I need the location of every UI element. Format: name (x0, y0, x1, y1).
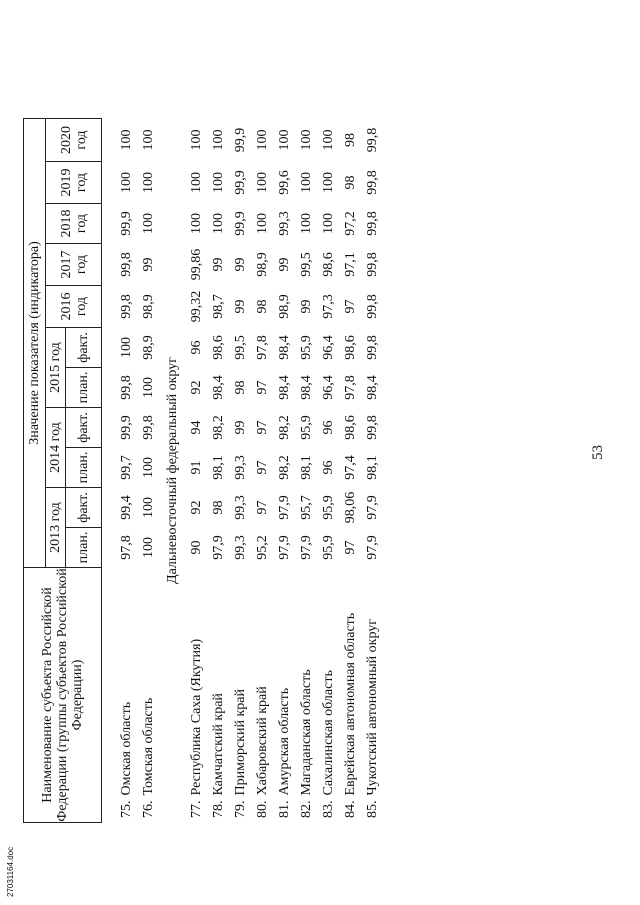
value-cell: 100 (141, 377, 156, 398)
value-cell: 96 (321, 460, 336, 475)
value-cell: 98,9 (277, 294, 292, 319)
value-cell: 98,9 (141, 335, 156, 360)
value-cell: 95,2 (255, 535, 270, 560)
value-cell: 99,6 (277, 170, 292, 195)
value-cell: 98 (343, 133, 358, 147)
header-subject: Наименование субъекта Российской Федерации (группы субъектов Российской Федерации) (24, 568, 102, 823)
table-row (340, 119, 362, 823)
value-cell: 100 (141, 172, 156, 193)
value-cell: 100 (211, 172, 226, 193)
value-cell: 99,3 (233, 455, 248, 480)
value-cell: 97,9 (277, 535, 292, 560)
value-cell: 98,1 (299, 455, 314, 480)
header-2015-plan: план. (66, 368, 102, 408)
value-cell: 99 (233, 257, 248, 272)
header-2015-fact: факт. (66, 328, 102, 368)
value-cell: 99 (141, 257, 156, 272)
header-year-2013: 2013 год (46, 488, 66, 568)
table-row (186, 119, 208, 823)
value-cell: 98,6 (343, 415, 358, 440)
value-cell: 99,8 (365, 294, 380, 319)
value-cell: 98,6 (321, 252, 336, 277)
value-cell: 94 (189, 420, 204, 435)
value-cell: 97 (255, 420, 270, 435)
value-cell: 97 (343, 299, 358, 314)
value-cell: 98,4 (365, 375, 380, 400)
row-number: 84. (343, 800, 358, 818)
value-cell: 97 (255, 500, 270, 515)
header-2014-plan: план. (66, 448, 102, 488)
value-cell: 99,86 (189, 248, 204, 281)
value-cell: 100 (277, 129, 292, 151)
value-cell: 97 (343, 540, 358, 555)
table-row (252, 119, 274, 823)
value-cell: 99,3 (233, 535, 248, 560)
value-cell: 99,3 (233, 495, 248, 520)
header-year-2014: 2014 год (46, 408, 66, 488)
subject-name: Еврейская автономная область (343, 612, 358, 796)
value-cell: 91 (189, 460, 204, 475)
value-cell: 100 (189, 129, 204, 151)
spacer-row (102, 119, 116, 823)
value-cell: 98,6 (211, 335, 226, 360)
value-cell: 97,1 (343, 252, 358, 277)
value-cell: 100 (141, 497, 156, 518)
row-number: 83. (321, 800, 336, 818)
header-year-2017: 2017 год (46, 244, 102, 286)
table-row (274, 119, 296, 823)
indicator-table (23, 118, 384, 823)
value-cell: 98,4 (211, 375, 226, 400)
header-year-2018: 2018 год (46, 204, 102, 244)
value-cell: 99,8 (365, 335, 380, 360)
value-cell: 100 (119, 337, 134, 358)
value-cell: 99 (233, 420, 248, 435)
value-cell: 90 (189, 540, 204, 555)
value-cell: 99,8 (365, 211, 380, 236)
value-cell: 98,1 (365, 455, 380, 480)
value-cell: 100 (299, 129, 314, 151)
row-number: 81. (277, 800, 292, 818)
value-cell: 92 (189, 500, 204, 515)
table-row (296, 119, 318, 823)
header-2013-fact: факт. (66, 488, 102, 528)
value-cell: 99,8 (365, 170, 380, 195)
value-cell: 95,9 (321, 535, 336, 560)
value-cell: 95,9 (321, 495, 336, 520)
row-number: 77. (189, 800, 204, 818)
value-cell: 100 (119, 129, 134, 151)
value-cell: 96 (321, 420, 336, 435)
header-year-2016: 2016 год (46, 286, 102, 328)
value-cell: 98,6 (343, 335, 358, 360)
value-cell: 97,4 (343, 455, 358, 480)
header-row-1 (24, 119, 46, 823)
subject-name: Омская область (119, 701, 134, 796)
value-cell: 99,3 (277, 211, 292, 236)
value-cell: 100 (141, 129, 156, 151)
value-cell: 99,9 (119, 415, 134, 440)
value-cell: 99,8 (365, 415, 380, 440)
value-cell: 99,8 (141, 415, 156, 440)
value-cell: 100 (299, 213, 314, 234)
value-cell: 99,9 (233, 211, 248, 236)
value-cell: 98,2 (277, 415, 292, 440)
table-row (230, 119, 252, 823)
table-row (116, 119, 138, 823)
header-year-2020: 2020 год (46, 119, 102, 162)
table-row (362, 119, 384, 823)
value-cell: 97,9 (299, 535, 314, 560)
value-cell: 99,5 (233, 335, 248, 360)
value-cell: 100 (321, 172, 336, 193)
header-year-2019: 2019 год (46, 162, 102, 204)
row-number: 80. (255, 800, 270, 818)
subject-name: Камчатский край (211, 693, 226, 796)
value-cell: 97,9 (277, 495, 292, 520)
value-cell: 99,5 (299, 252, 314, 277)
value-cell: 98,4 (277, 335, 292, 360)
value-cell: 96,4 (321, 335, 336, 360)
value-cell: 98 (343, 175, 358, 190)
value-cell: 100 (255, 172, 270, 193)
value-cell: 97,9 (365, 495, 380, 520)
value-cell: 99,8 (365, 252, 380, 277)
value-cell: 99,9 (233, 170, 248, 195)
value-cell: 98,2 (211, 415, 226, 440)
footer-doc-id: 27031164.doc (6, 846, 15, 897)
value-cell: 98,4 (299, 375, 314, 400)
value-cell: 99,7 (119, 455, 134, 480)
row-number: 85. (365, 800, 380, 818)
value-cell: 97,3 (321, 294, 336, 319)
value-cell: 92 (189, 380, 204, 395)
value-cell: 99,32 (189, 290, 204, 323)
row-number: 75. (119, 800, 134, 818)
value-cell: 98 (211, 500, 226, 515)
subject-name: Республика Саха (Якутия) (189, 638, 204, 796)
value-cell: 100 (119, 172, 134, 193)
value-cell: 99,9 (119, 211, 134, 236)
value-cell: 100 (255, 129, 270, 151)
value-cell: 100 (141, 537, 156, 558)
value-cell: 99 (299, 299, 314, 314)
value-cell: 97 (255, 460, 270, 475)
subject-name: Амурская область (277, 687, 292, 796)
value-cell: 100 (211, 129, 226, 151)
section-row (160, 119, 186, 823)
value-cell: 98,9 (255, 252, 270, 277)
header-2014-fact: факт. (66, 408, 102, 448)
section-title: Дальневосточный федеральный округ (165, 357, 180, 584)
value-cell: 95,7 (299, 495, 314, 520)
row-number: 82. (299, 800, 314, 818)
value-cell: 99,9 (233, 127, 248, 153)
value-cell: 98 (233, 380, 248, 395)
value-cell: 95,9 (299, 335, 314, 360)
subject-name: Магаданская область (299, 669, 314, 796)
value-cell: 99,8 (119, 252, 134, 277)
value-cell: 100 (141, 213, 156, 234)
value-cell: 98 (255, 299, 270, 314)
value-cell: 98,2 (277, 455, 292, 480)
value-cell: 99,8 (119, 294, 134, 319)
header-year-2015: 2015 год (46, 328, 66, 408)
value-cell: 97,2 (343, 211, 358, 236)
value-cell: 95,9 (299, 415, 314, 440)
value-cell: 99,8 (365, 127, 380, 153)
value-cell: 100 (189, 172, 204, 193)
value-cell: 97,8 (119, 535, 134, 560)
value-cell: 100 (321, 129, 336, 151)
row-number: 79. (233, 800, 248, 818)
subject-name: Томская область (141, 697, 156, 796)
header-2013-plan: план. (66, 528, 102, 568)
value-cell: 99 (211, 257, 226, 272)
value-cell: 99,4 (119, 495, 134, 520)
table-row (318, 119, 340, 823)
value-cell: 97,8 (343, 375, 358, 400)
value-cell: 100 (211, 213, 226, 234)
subject-name: Сахалинская область (321, 670, 336, 796)
table-row (208, 119, 230, 823)
page-number: 53 (590, 445, 606, 460)
value-cell: 97,9 (365, 535, 380, 560)
row-number: 76. (141, 800, 156, 818)
value-cell: 97 (255, 380, 270, 395)
value-cell: 100 (189, 213, 204, 234)
value-cell: 98,06 (343, 491, 358, 524)
value-cell: 99 (277, 257, 292, 272)
header-indicator: Значение показателя (индикатора) (24, 119, 46, 568)
value-cell: 99 (233, 299, 248, 314)
value-cell: 100 (255, 213, 270, 234)
value-cell: 100 (299, 172, 314, 193)
subject-name: Хабаровский край (255, 686, 270, 796)
value-cell: 98,1 (211, 455, 226, 480)
value-cell: 98,9 (141, 294, 156, 319)
subject-name: Приморский край (233, 689, 248, 796)
value-cell: 98,7 (211, 294, 226, 319)
value-cell: 96 (189, 340, 204, 355)
value-cell: 98,4 (277, 375, 292, 400)
value-cell: 97,8 (255, 335, 270, 360)
value-cell: 99,8 (119, 375, 134, 400)
value-cell: 100 (141, 457, 156, 478)
value-cell: 97,9 (211, 535, 226, 560)
value-cell: 96,4 (321, 375, 336, 400)
row-number: 78. (211, 800, 226, 818)
table-row (138, 119, 160, 823)
value-cell: 100 (321, 213, 336, 234)
subject-name: Чукотский автономный округ (365, 618, 380, 796)
